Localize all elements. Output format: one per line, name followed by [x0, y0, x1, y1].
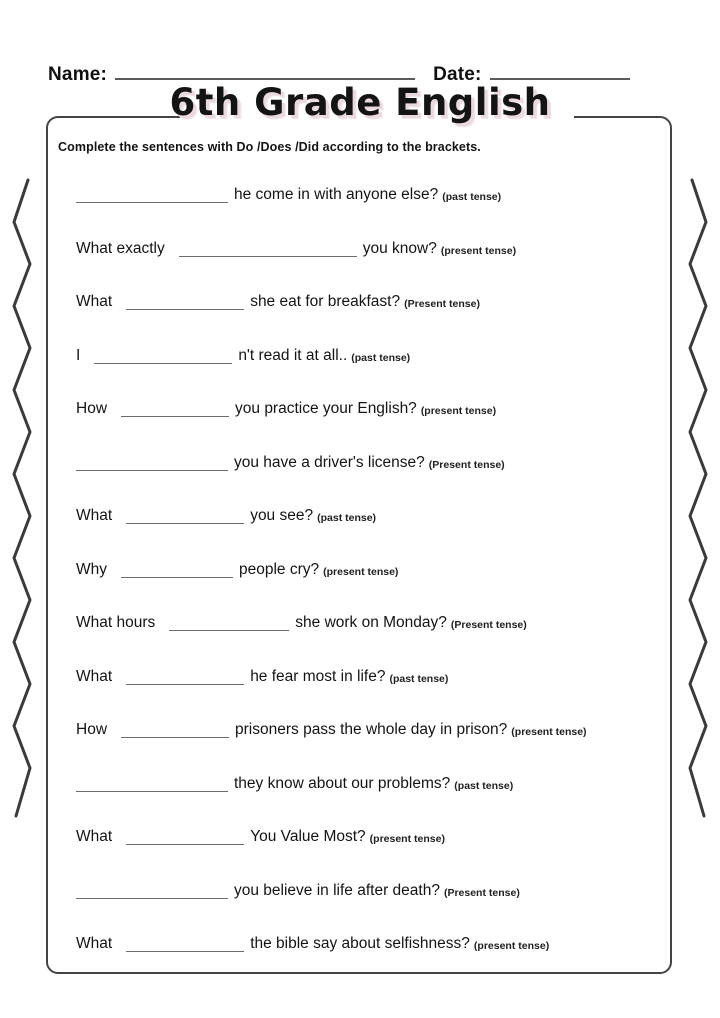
question-tail-text: n't read it at all.. [238, 346, 348, 364]
question-row [76, 450, 656, 504]
question-tail-text: she work on Monday? [295, 614, 447, 631]
right-wavy-border-decoration [680, 178, 714, 818]
tense-hint: (present tense) [511, 726, 587, 738]
tense-hint: (past tense) [442, 191, 502, 203]
answer-blank[interactable] [126, 664, 244, 685]
question-row [76, 396, 656, 450]
answer-blank[interactable] [121, 717, 229, 738]
tense-hint: (past tense) [454, 779, 514, 792]
question-row [76, 236, 656, 290]
tense-hint: (Present tense) [404, 298, 480, 310]
question-lead-text: How [76, 400, 108, 417]
answer-blank[interactable] [76, 878, 228, 899]
question-row [76, 557, 656, 611]
answer-blank[interactable] [76, 450, 228, 471]
question-row [76, 503, 656, 557]
question-lead-text: What [76, 293, 113, 310]
question-tail-text: the bible say about selfishness? [250, 935, 470, 952]
question-tail-text: you practice your English? [235, 400, 417, 417]
instruction-text: Complete the sentences with Do /Does /Did according to the brackets. [58, 140, 481, 154]
question-lead-text: Why [76, 560, 107, 578]
answer-blank[interactable] [126, 503, 244, 524]
answer-blank[interactable] [76, 182, 228, 203]
name-label: Name: [48, 64, 108, 85]
answer-blank[interactable] [121, 557, 233, 578]
question-lead-text: What [76, 507, 113, 524]
question-row [76, 182, 656, 236]
question-list [76, 182, 656, 985]
question-tail-text: he fear most in life? [250, 667, 386, 685]
question-tail-text: you know? [362, 239, 437, 257]
answer-blank[interactable] [126, 289, 244, 310]
question-lead-text: What hours [76, 614, 156, 631]
left-wavy-border-decoration [6, 178, 40, 818]
answer-blank[interactable] [121, 396, 229, 417]
question-lead-text: What exactly [76, 239, 165, 257]
question-tail-text: they know about our problems? [234, 774, 451, 792]
answer-blank[interactable] [169, 610, 289, 631]
student-info-header [48, 54, 672, 84]
tense-hint: (present tense) [420, 405, 497, 417]
question-row [76, 717, 656, 771]
tense-hint: (past tense) [351, 351, 411, 364]
name-write-in-line[interactable] [115, 78, 415, 80]
question-tail-text: she eat for breakfast? [250, 293, 401, 310]
tense-hint: (Present tense) [443, 886, 520, 899]
question-lead-text: How [76, 721, 108, 738]
answer-blank[interactable] [179, 236, 357, 257]
question-tail-text: he come in with anyone else? [234, 186, 439, 203]
question-tail-text: you have a driver's license? [234, 453, 425, 471]
question-lead-text: What [76, 667, 113, 685]
question-row [76, 610, 656, 664]
tense-hint: (past tense) [317, 512, 377, 524]
question-row [76, 343, 656, 397]
question-tail-text: you believe in life after death? [234, 881, 440, 899]
question-row [76, 931, 656, 985]
tense-hint: (Present tense) [450, 619, 527, 631]
tense-hint: (past tense) [389, 672, 449, 685]
answer-blank[interactable] [94, 343, 232, 364]
answer-blank[interactable] [126, 824, 244, 845]
tense-hint: (present tense) [369, 833, 445, 845]
question-row [76, 824, 656, 878]
question-tail-text: prisoners pass the whole day in prison? [235, 721, 508, 738]
question-row [76, 664, 656, 718]
tense-hint: (present tense) [440, 244, 517, 257]
tense-hint: (Present tense) [428, 458, 505, 471]
date-label: Date: [433, 64, 482, 85]
date-write-in-line[interactable] [490, 78, 630, 80]
question-lead-text: What [76, 828, 113, 845]
question-row [76, 878, 656, 932]
answer-blank[interactable] [76, 771, 228, 792]
question-lead-text: I [76, 346, 81, 364]
question-tail-text: You Value Most? [250, 828, 366, 845]
question-tail-text: people cry? [239, 560, 320, 578]
answer-blank[interactable] [126, 931, 244, 952]
question-lead-text: What [76, 935, 113, 952]
page-title: 6th Grade English [169, 81, 551, 124]
tense-hint: (present tense) [323, 565, 399, 578]
question-row [76, 771, 656, 825]
question-tail-text: you see? [250, 507, 314, 524]
tense-hint: (present tense) [473, 940, 550, 952]
question-row [76, 289, 656, 343]
